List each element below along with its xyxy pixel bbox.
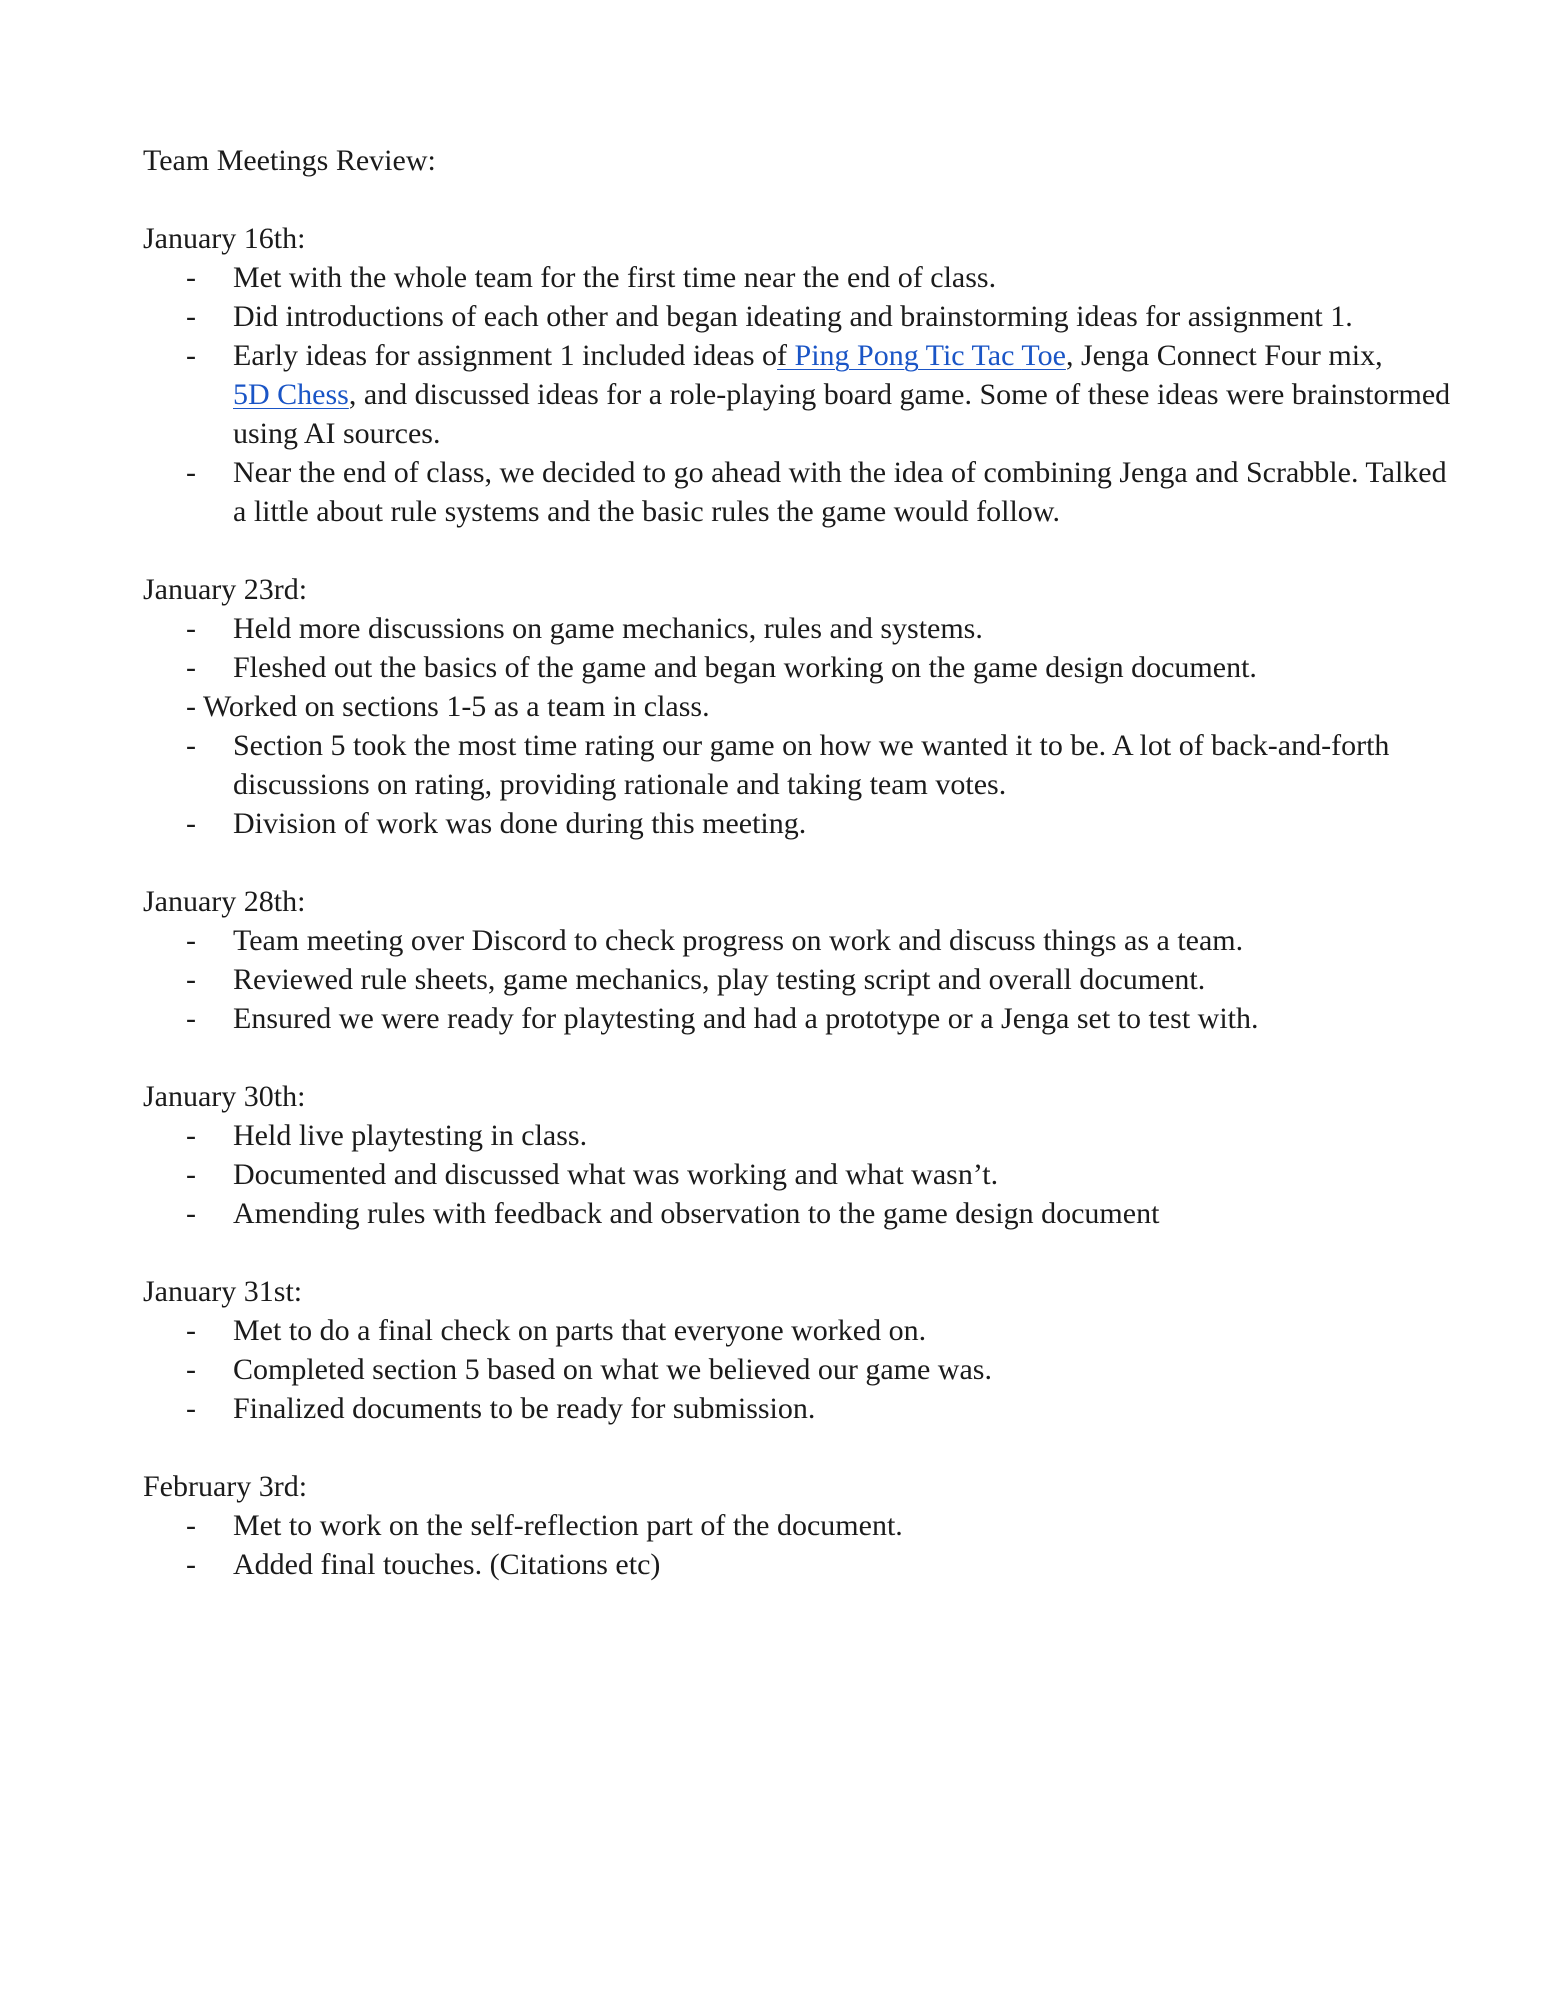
list-item: - Finalized documents to be ready for submission.	[143, 1389, 1463, 1428]
bullet-dash: -	[186, 963, 196, 996]
bullet-dash: -	[186, 261, 196, 294]
meeting-date: January 28th:	[143, 885, 306, 918]
list-item: - Met to do a final check on parts that everyone worked on.	[143, 1311, 1463, 1350]
bullet-dash: -	[186, 1392, 196, 1425]
meeting-date: January 30th:	[143, 1080, 306, 1113]
bullet-dash: -	[186, 456, 196, 489]
meeting-date: February 3rd:	[143, 1470, 308, 1503]
list-item: - Documented and discussed what was working and what wasn’t.	[143, 1155, 1463, 1194]
bullet-dash: -	[186, 807, 196, 840]
list-item: - Held more discussions on game mechanics, rules and systems.	[143, 609, 1463, 648]
document-page	[143, 141, 1463, 1584]
list-item: - Section 5 took the most time rating our game on how we wanted it to be. A lot of back-and-forth discussions on rating, providing rationale and taking team votes.	[143, 726, 1463, 804]
list-item: - Near the end of class, we decided to go ahead with the idea of combining Jenga and Scrabble. Talked a little about rule systems and the basic rules the game would follow.	[143, 453, 1463, 531]
document-title: Team Meetings Review:	[143, 144, 436, 177]
meeting-section	[143, 1077, 1463, 1233]
bullet-dash: -	[186, 1158, 196, 1191]
meeting-section	[143, 1272, 1463, 1428]
list-item: - Worked on sections 1-5 as a team in class.	[186, 690, 710, 723]
meeting-section	[143, 882, 1463, 1038]
list-item: - Reviewed rule sheets, game mechanics, play testing script and overall document.	[143, 960, 1463, 999]
bullet-dash: -	[186, 339, 196, 372]
bullet-dash: -	[186, 1509, 196, 1542]
list-item: - Met with the whole team for the first time near the end of class.	[143, 258, 1463, 297]
bullet-dash: -	[186, 651, 196, 684]
bullet-dash: -	[186, 1002, 196, 1035]
meeting-section	[143, 1467, 1463, 1584]
list-item: - Fleshed out the basics of the game and began working on the game design document.	[143, 648, 1463, 687]
bullet-dash: -	[186, 1548, 196, 1581]
list-item: - Ensured we were ready for playtesting and had a prototype or a Jenga set to test with.	[143, 999, 1463, 1038]
meeting-date: January 16th:	[143, 222, 306, 255]
list-item: - Division of work was done during this meeting.	[143, 804, 1463, 843]
bullet-dash: -	[186, 924, 196, 957]
list-item: - Added final touches. (Citations etc)	[143, 1545, 1463, 1584]
bullet-dash: -	[186, 1353, 196, 1386]
bullet-dash: -	[186, 612, 196, 645]
meeting-date: January 23rd:	[143, 573, 308, 606]
meeting-section	[143, 219, 1463, 531]
ping-pong-tic-tac-toe-link[interactable]: Ping Pong Tic Tac Toe	[794, 339, 1066, 372]
meeting-section	[143, 570, 1463, 843]
bullet-dash: -	[186, 1119, 196, 1152]
5d-chess-link[interactable]: 5D Chess	[233, 378, 349, 411]
list-item: - Met to work on the self-reflection part of the document.	[143, 1506, 1463, 1545]
list-item: - Amending rules with feedback and observation to the game design document	[143, 1194, 1463, 1233]
list-item: - Early ideas for assignment 1 included ideas of Ping Pong Tic Tac Toe, Jenga Connect Four mix, 5D Chess, and discussed ideas for a role-playing board game. Some of these ideas were brainstormed using AI sources.	[143, 336, 1463, 453]
list-item: - Held live playtesting in class.	[143, 1116, 1463, 1155]
bullet-dash: -	[186, 729, 196, 762]
bullet-dash: -	[186, 1314, 196, 1347]
list-item: - Did introductions of each other and began ideating and brainstorming ideas for assignment 1.	[143, 297, 1463, 336]
list-item: - Completed section 5 based on what we believed our game was.	[143, 1350, 1463, 1389]
bullet-dash: -	[186, 1197, 196, 1230]
bullet-dash: -	[186, 300, 196, 333]
meeting-date: January 31st:	[143, 1275, 303, 1308]
list-item: - Team meeting over Discord to check progress on work and discuss things as a team.	[143, 921, 1463, 960]
